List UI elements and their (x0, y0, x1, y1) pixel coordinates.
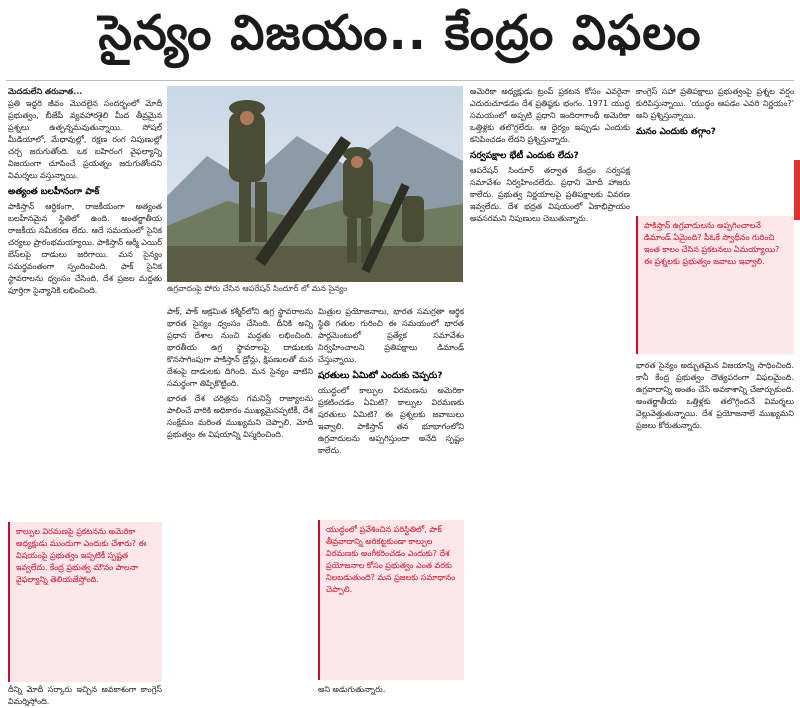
column-2-paragraph-1: పాక్, పాక్ ఆక్రమిత కశ్మీర్‌లోని ఉగ్ర స్థావరాలను భారత సైన్యం ధ్వంసం చేసింది. దీనికి అన్ని ప్రధాన దేశాల నుంచి మద్దతు లభించింది. భారతీయ ఉగ్ర స్థావరాలపై దాడులకు కొనసాగింపుగా పాకిస్తాన్ డ్రోన్లు, క్షిపణులతో మన దేశంపై దాడులకు దిగింది. మన సైన్యం వాటిని సమర్థంగా తిప్పికొట్టింది. (167, 307, 313, 388)
column-4-paragraph-2: ఆపరేషన్ సిందూర్ తర్వాత కేంద్రం సర్వపక్ష సమావేశం నిర్వహించలేదు. ప్రధాని మోదీ హాజరు కాలేదు. ప్రభుత్వ నిర్ణయాలపై ప్రతిపక్షాలకు వివరణ ఇవ్వలేదు. దేశ భద్రత విషయంలో ఏకాభిప్రాయం అవసరమని నిపుణులు చెబుతున్నారు. (470, 166, 630, 223)
callout-middle: యుద్ధంలో ప్రవేశించిన పరిస్థితిలో, పాక్ తీవ్రవాదాన్ని అరికట్టకుండా కాల్పుల విరమణకు అంగీకరించడం ఎందుకు? దేశ ప్రయోజనాల కోసం ప్రభుత్వం ఎంత వరకు నిలబడుతుంది? మన ప్రజలకు సమాధానం చెప్పాలి. (318, 520, 464, 680)
column-3-tail: అని అడుగుతున్నారు. (318, 685, 386, 694)
column-3-paragraph-1: మిత్రుల ప్రయోజనాలు, భారత సమగ్రతా ఆర్థిక స్థితి గతుల గురించి ఈ సమయంలో భారత పార్లమెంటులో ప్రత్యేక సమావేశం నిర్వహించాలని ప్రతిపక్షాలు డిమాండ్ చేస్తున్నాయి. (318, 307, 464, 364)
callout-left: కాల్పుల విరమణపై ప్రకటనను అమెరికా అధ్యక్షుడు ముందుగా ఎందుకు చేశారు? ఈ విషయంపై ప్రభుత్వం ఇప్పటికీ స్పష్టత ఇవ్వలేదు. కేంద్ర ప్రభుత్వ మౌనం పాలనా వైఫల్యాన్ని తెలియజేస్తోంది. (8, 522, 162, 682)
headline: సైన్యం విజయం.. కేంద్రం విఫలం (98, 5, 702, 61)
column-1-paragraph-2: పాకిస్తాన్ ఆర్థికంగా, రాజకీయంగా అత్యంత బలహీనమైన స్థితిలో ఉంది. అంతర్జాతీయ రాజకీయ సమీకరణ లేదు. ఆదే సమయంలో సైనిక చర్యలు ప్రారంభమయ్యాయి. పాకిస్తాన్ ఆర్మీ ఎయిర్ బేస్‌లపై దాడులు జరిగాయి. మన సైన్యం సమర్థవంతంగా స్పందించింది. పాక్ సైనిక స్థావరాలను ధ్వంసం చేసింది. దేశ ప్రజల మద్దతు పూర్తిగా సైన్యానికి లభించింది. (8, 202, 162, 295)
column-5-paragraph-2: భారత సైన్యం అద్భుతమైన విజయాన్ని సాధించింది. కానీ కేంద్ర ప్రభుత్వం దౌత్యపరంగా విఫలమైంది. ఉగ్రవాదాన్ని అంతం చేసే అవకాశాన్ని చేజార్చుకుంది. అంతర్జాతీయ ఒత్తిళ్లకు తలొగ్గిందనే విమర్శలు వెల్లువెత్తుతున్నాయి. దేశ ప్రయోజనాలే ముఖ్యమని ప్రజలు కోరుతున్నారు. (636, 361, 794, 430)
subheading-all-party-meeting: సర్వపక్షాల భేటీ ఎందుకు లేదు? (470, 151, 579, 161)
column-2 (167, 306, 313, 706)
column-4-paragraph-1: అమెరికా అధ్యక్షుడు ట్రంప్ ప్రకటన కోసం ఎవరైనా ఎదురుచూడడం దేశ ప్రతిష్ఠకు భంగం. 1971 యుద్ధ సమయంలో అప్పటి ప్రధాని ఇందిరాగాంధీ అమెరికా ఒత్తిళ్లకు తలొగ్గలేదు. ఆ ధైర్యం ఇప్పుడు ఎందుకు కనిపించడం లేదని ప్రశ్నిస్తున్నారు. (470, 87, 630, 144)
column-2-paragraph-2: భారత దేశ చరిత్రను గమనిస్తే రాజ్యాలను పాలించే వారికి అధికారం ముఖ్యమైనప్పటికీ, దేశ సంక్షేమం మరింత ముఖ్యమని చెప్పాలి. మోదీ ప్రభుత్వం ఈ విషయాన్ని విస్మరించింది. (167, 394, 313, 439)
column-3 (318, 306, 464, 516)
column-5 (636, 86, 794, 216)
column-4 (470, 86, 630, 704)
column-5-lower (636, 360, 794, 704)
column-3-paragraph-2: యుద్ధంలో కాల్పుల విరమణను అమెరికా ప్రకటించడం ఏమిటి? కాల్పుల విరమణకు షరతులు ఏమిటి? ఈ ప్రశ్నలకు జవాబులు ఇవ్వాలి. పాకిస్తాన్ తన భూభాగంలోని ఉగ్రవాదులను అప్పగిస్తుందా అనేది స్పష్టం కాలేదు. (318, 386, 464, 455)
photo-caption: ఉగ్రవాదంపై పోరు చేసిన ఆపరేషన్ సిందూర్ లో మన సైన్యం (167, 284, 348, 293)
kicker: మెదడులేని తరువాత... (8, 87, 83, 96)
column-5-paragraph-1: కాంగ్రెస్ సహా ప్రతిపక్షాలు ప్రభుత్వంపై ప్రశ్నల వర్షం కురిపిస్తున్నాయి. 'యుద్ధం ఆపడం ఎవరి నిర్ణయం?' అని ప్రశ్నిస్తున్నాయి. (636, 87, 794, 120)
column-1-tail: దీన్ని మోదీ సర్కారు ఇచ్చిన అవకాశంగా కాంగ్రెస్ విమర్శిస్తోంది. (8, 685, 162, 706)
headline-divider (6, 80, 794, 81)
subheading-conditions: షరతులు ఏమిటో ఎందుకు చెప్పరు? (318, 371, 443, 381)
subheading-pakistan-weak: అత్యంత బలహీనంగా పాక్ (8, 187, 100, 197)
column-1 (8, 86, 162, 518)
column-1-paragraph-1: ప్రతి ఇద్దరి జీవం మొదలైన సందర్భంలో మోదీ ప్రభుత్వం, బీజేపీ వ్యవహారశైలి మీద తీవ్రమైన ప్రశ్నలు ఉత్పన్నమవుతున్నాయి. సోషల్ మీడియాలో, మేధావుల్లో, రక్షణ రంగ నిపుణుల్లో చర్చ జరుగుతోంది. ఒక బహిరంగ వైఫల్యాన్ని విజయంగా చూపించే ప్రయత్నం జరుగుతోందని విమర్శలు వస్తున్నాయి. (8, 99, 162, 180)
page-edge-marker (794, 160, 800, 220)
soldiers-photo (167, 86, 463, 282)
subheading-why-backed-down: మనం ఎందుకు తగ్గాం? (636, 127, 716, 137)
callout-right: పాకిస్తాన్ ఉగ్రవాదులను అప్పగించాలనే డిమాండ్ ఏమైంది? పీఓకే స్వాధీనం గురించి ఇంత కాలం చేసిన ప్రకటనలు ఏమయ్యాయి? ఈ ప్రశ్నలకు ప్రభుత్వం జవాబు ఇవ్వాలి. (636, 216, 794, 354)
